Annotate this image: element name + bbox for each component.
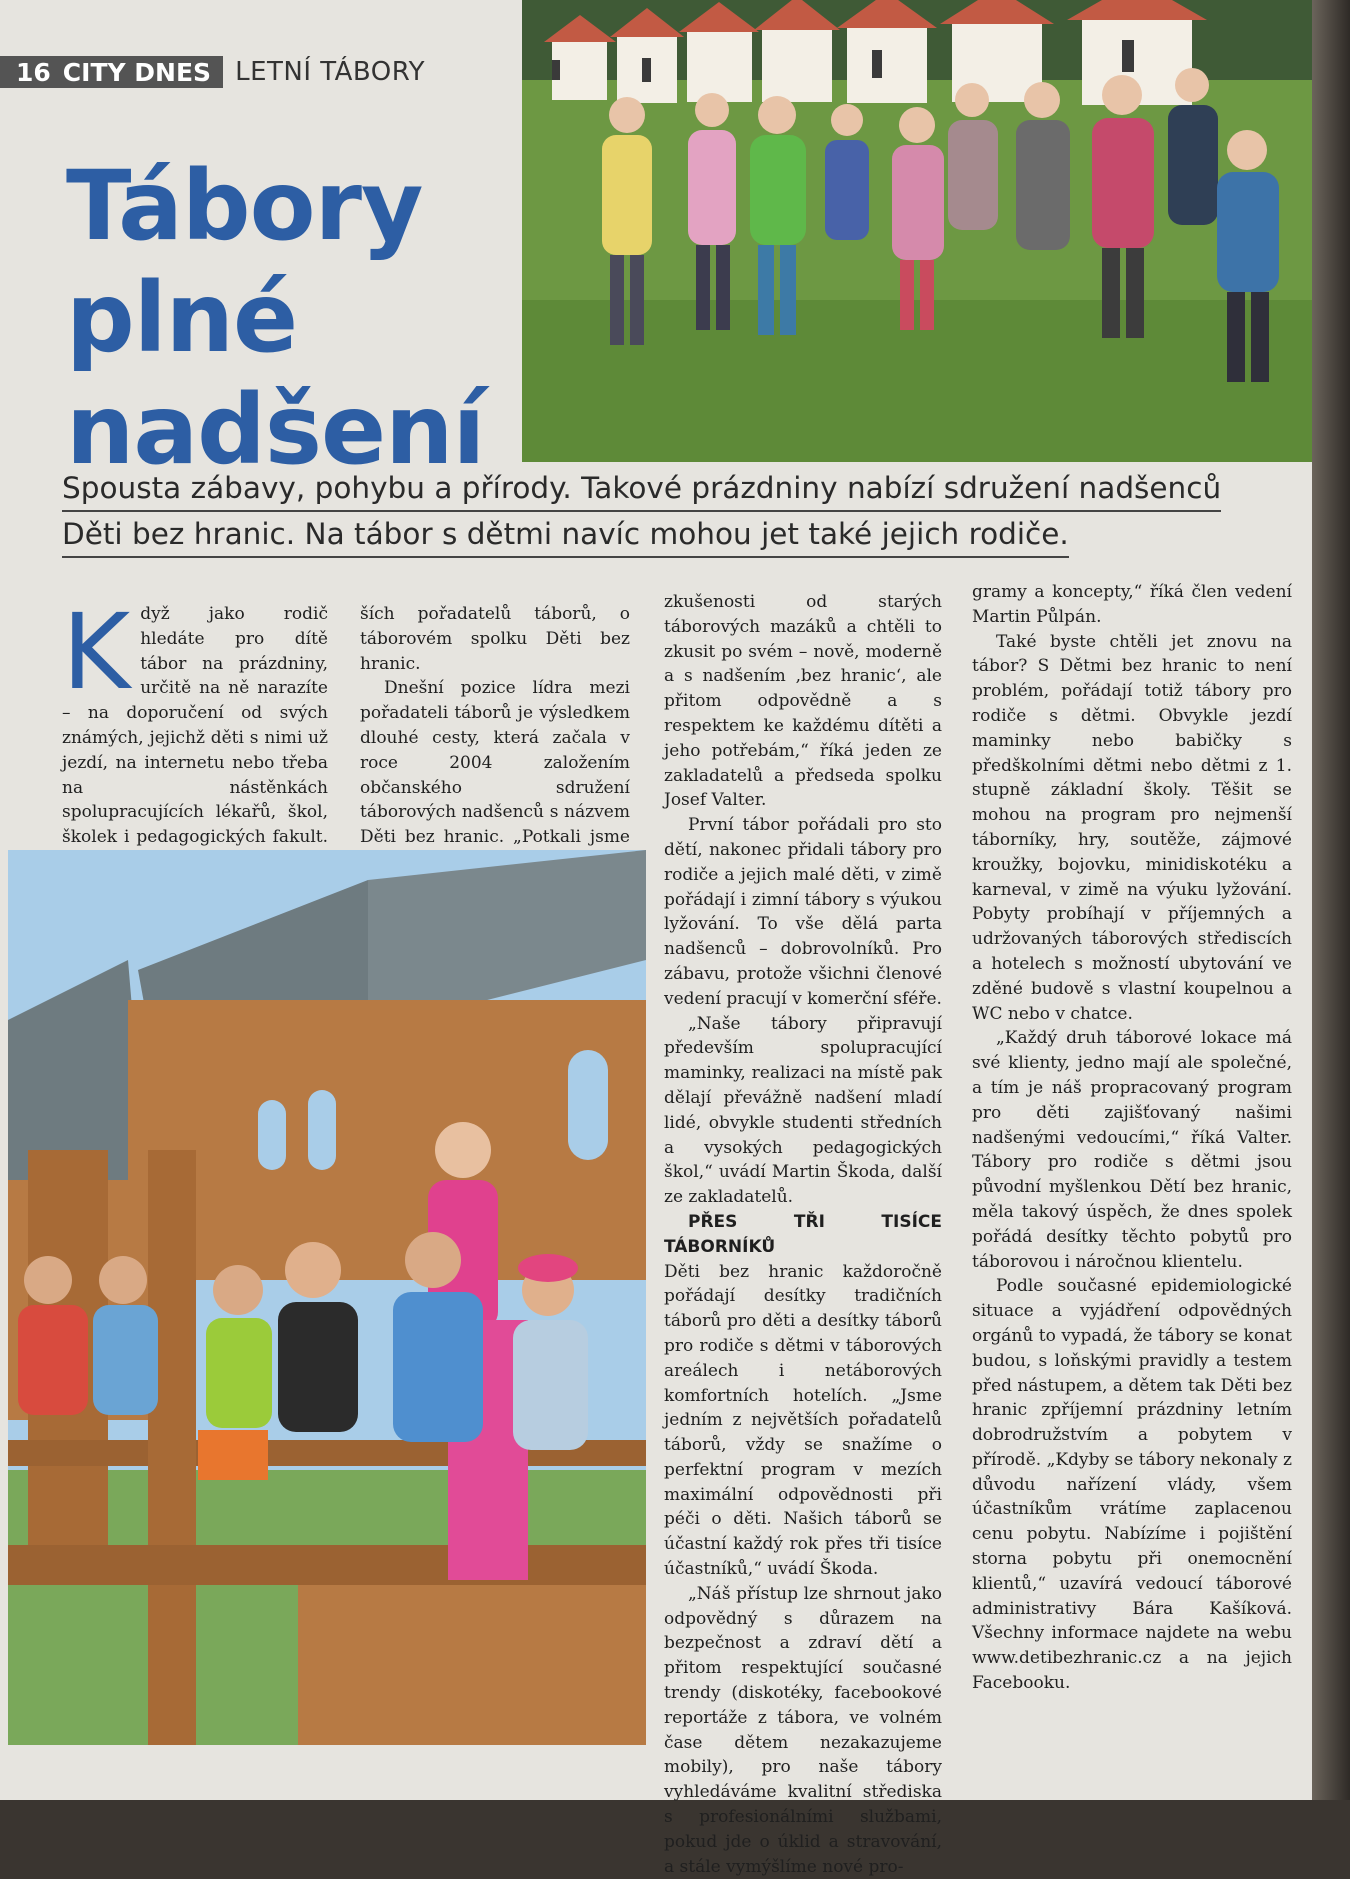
header-label-box [0, 56, 223, 88]
column-2-paragraph-2: Dnešní pozice lídra mezi pořadateli táborů je výsledkem dlouhé cesty, která začala v roce 2004 založením občanského sdružení táborových nadšenců s názvem Děti bez hranic. „Potkali jsme [360, 678, 630, 848]
headline-line-2: plné [66, 262, 298, 374]
camp-photo-illustration [522, 0, 1312, 462]
article-column-1 [62, 591, 328, 875]
column-3-paragraph-5: „Náš přístup lze shrnout jako odpovědný s důrazem na bezpečnost a zdraví dětí a přitom respektující současné trendy (diskotéky, facebookové reportáže z tábora, ve volném čase dětem nezakazujeme mobily), pro naše tábory vyhledáváme kvalitní střediska s profesionálními službami, pokud jde o úklid a stravování, a stále vymýšlíme nové pro- [664, 1583, 942, 1877]
headline [66, 150, 526, 486]
page-number: 16 [16, 57, 51, 87]
column-1-text: dyž jako rodič hledáte pro dítě tábor na prázdniny, určitě na ně narazíte – na doporučení od svých známých, jejichž děti s nimi už jezdí, na internetu nebo třeba na nástěnkách spolupracujících lékařů, škol, školek i pedagogických fakult. [62, 604, 328, 848]
headline-line-3: nadšení [66, 374, 485, 486]
column-1-paragraph [62, 591, 328, 875]
article-column-3 [664, 590, 942, 1879]
column-3-paragraph-2: První tábor pořádali pro sto dětí, nakonec přidali tábory pro rodiče a jejich malé děti, v zimě pořádají i zimní tábory s výukou lyžování. To vše dělá parta nadšenců – dobrovolníků. Pro zábavu, protože všichni členové vedení pracují v komerční sféře. [664, 815, 942, 1009]
drop-cap: K [62, 591, 131, 713]
lead-line-1: Spousta zábavy, pohybu a přírody. Takové prázdniny nabízí sdružení nadšenců [62, 466, 1221, 512]
photo-playground-children [8, 850, 646, 1745]
photo-camp-children [522, 0, 1312, 462]
column-4-paragraph-4: Podle současné epidemiologické situace a vyjádření odpovědných orgánů to vypadá, že tábory se konat budou, s loňskými pravidly a testem před nástupem, a dětem tak Děti bez hranic zpříjemní prázdniny letním dobrodružstvím a pobytem v přírodě. „Kdyby se tábory nekonaly z důvodu nařízení vlády, všem účastníkům vrátíme zaplacenou cenu pobytu. Nabízíme i pojištění storna pobytu při onemocnění klientů,“ uzavírá vedoucí táborové administrativy Bára Kašíková. Všechny informace najdete na webu www.detibezhranic.cz a na jejich Facebooku. [972, 1276, 1292, 1694]
subheading: PŘES TŘI TISÍCE TÁBORNÍKŮ [664, 1211, 942, 1257]
column-4-paragraph-3: „Každý druh táborové lokace má své klienty, jedno mají ale společné, a tím je náš propracovaný program pro děti zajišťovaný našimi nadšenými vedoucími,“ říká Valter. Tábory pro rodiče s dětmi jsou původní myšlenkou Dětí bez hranic, měla takový úspěch, že dnes spolek pořádá desítky těchto pobytů pro táborovou i náročnou klientelu. [972, 1028, 1292, 1272]
column-4-paragraph-2: Také byste chtěli jet znovu na tábor? S Dětmi bez hranic to není problém, pořádají totiž tábory pro rodiče s dětmi. Obvykle jezdí maminky nebo babičky s předškolními dětmi nebo dětmi z 1. stupně základní školy. Těšit se mohou na program pro nejmenší táborníky, hry, soutěže, zájmové kroužky, bojovku, minidiskotéku a karneval, v zimě na výuku lyžování. Pobyty probíhají v příjemných a udržovaných táborových střediscích a hotelech s možností ubytování ve zděné budově s vlastní koupelnou a WC nebo v chatce. [972, 631, 1292, 1024]
page-edge-shadow [1312, 0, 1350, 1800]
column-3-paragraph-4: Děti bez hranic každoročně pořádají desítky tradičních táborů pro děti a desítky táborů pro rodiče s dětmi v táborových areálech i netáborových komfortních hotelích. „Jsme jedním z největších pořadatelů táborů, vždy se snažíme o perfektní program v mezích maximální odpovědnosti při péči o děti. Našich táborů se účastní každý rok přes tři tisíce účastníků,“ uvádí Škoda. [664, 1261, 942, 1580]
article-column-4 [972, 580, 1292, 1696]
playground-photo-illustration [8, 850, 646, 1745]
section-name: LETNÍ TÁBORY [235, 57, 426, 87]
column-3-paragraph-1: zkušenosti od starých táborových mazáků a chtěli to zkusit po svém – nově, moderně a s nadšením ‚bez hranic‘, ale přitom odpovědně a s respektem ke každému dítěti a jeho potřebám,“ říká jeden ze zakladatelů a předseda spolku Josef Valter. [664, 592, 942, 811]
lead-line-2: Děti bez hranic. Na tábor s dětmi navíc mohou jet také jejich rodiče. [62, 512, 1069, 558]
headline-line-1: Tábory [66, 150, 423, 262]
publication-name: CITY DNES [62, 57, 212, 87]
column-2-paragraph-1: ších pořadatelů táborů, o táborovém spolku Děti bez hranic. [360, 604, 630, 674]
lead-paragraph [62, 466, 1242, 558]
column-3-paragraph-3: „Naše tábory připravují především spolupracující maminky, realizaci na místě pak dělají převážně nadšení mladí lidé, obvykle studenti středních a vysokých pedagogických škol,“ uvádí Martin Škoda, další ze zakladatelů. [664, 1013, 942, 1208]
page-header [0, 56, 425, 88]
column-4-paragraph-1: gramy a koncepty,“ říká člen vedení Martin Půlpán. [972, 582, 1292, 627]
